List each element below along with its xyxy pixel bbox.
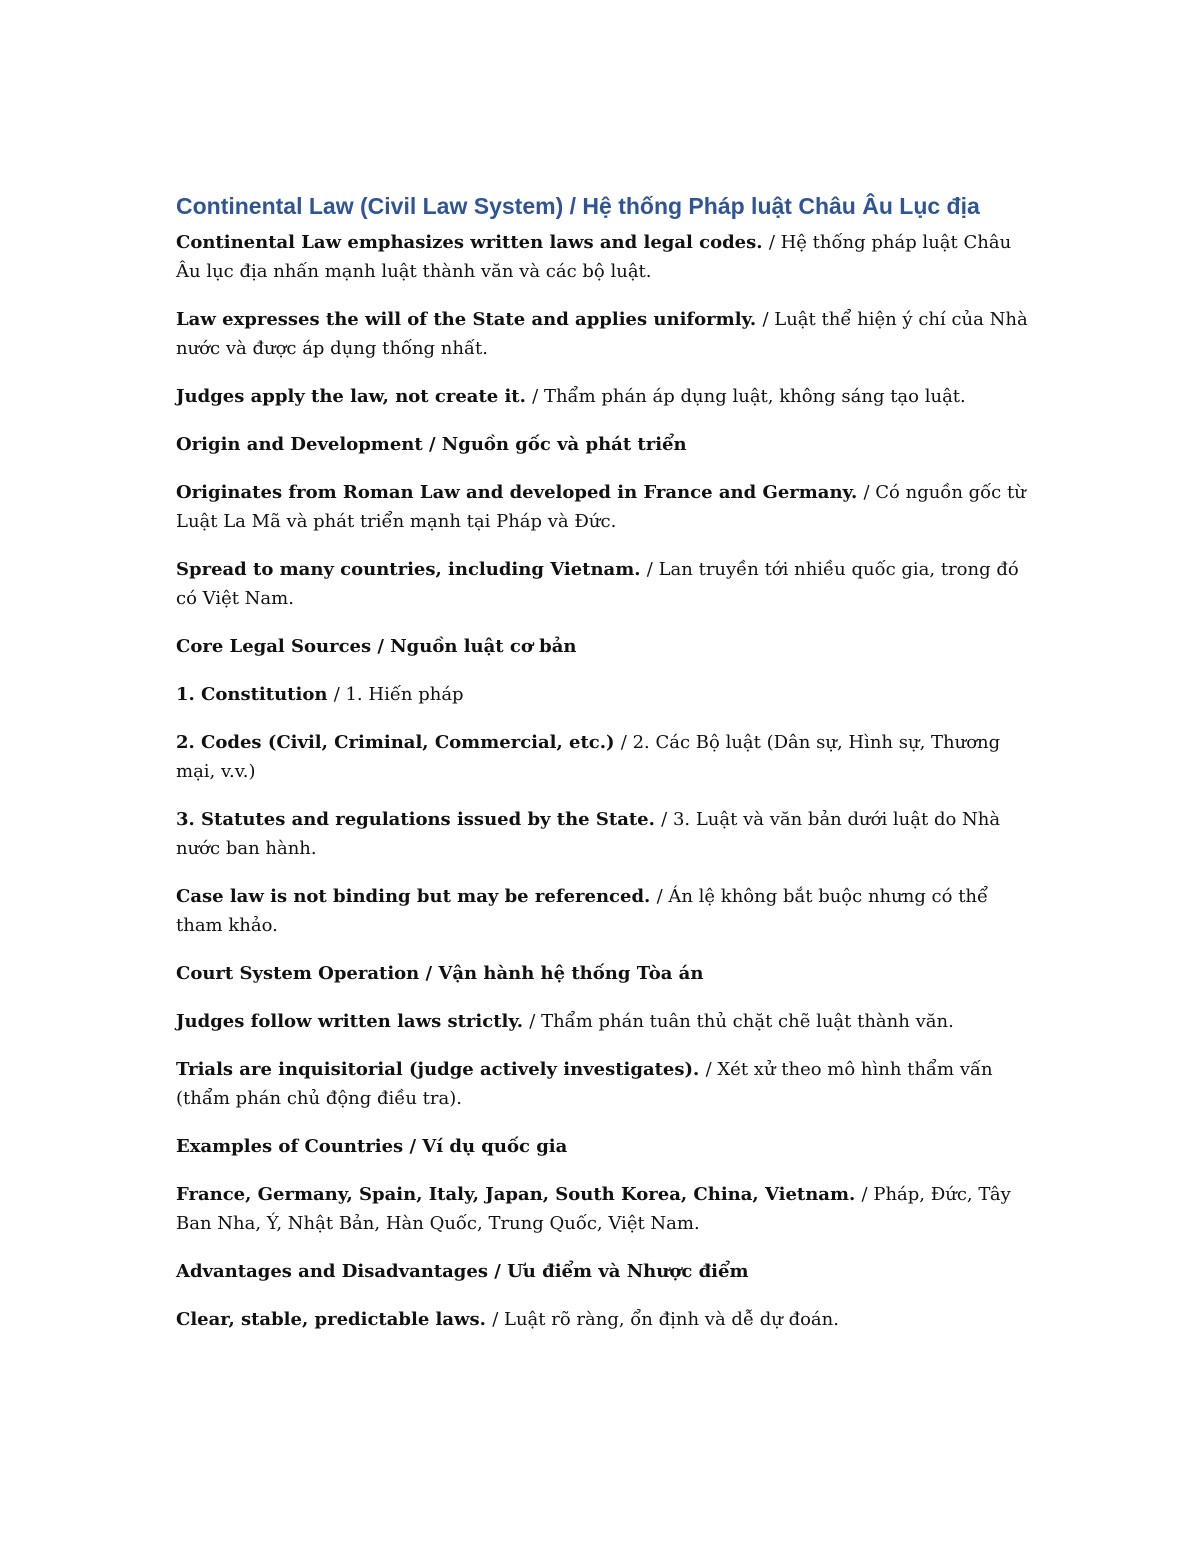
paragraph-vietnamese: / Xét xử theo mô hình thẩm vấn (thẩm phán chủ động điều tra). [176, 1059, 993, 1109]
paragraph [176, 882, 1036, 940]
paragraph [176, 555, 1036, 613]
paragraph-english: Trials are inquisitorial (judge actively investigates). [176, 1059, 706, 1080]
document-page [176, 190, 1036, 1353]
section-heading-text: Examples of Countries / Ví dụ quốc gia [176, 1136, 568, 1157]
paragraph-english: Judges follow written laws strictly. [176, 1011, 530, 1032]
section-heading [176, 632, 1036, 661]
paragraph [176, 1180, 1036, 1238]
paragraph [176, 680, 1036, 709]
paragraph [176, 305, 1036, 363]
section-heading-text: Origin and Development / Nguồn gốc và phát triển [176, 434, 687, 455]
section-heading-text: Core Legal Sources / Nguồn luật cơ bản [176, 636, 577, 657]
paragraph [176, 805, 1036, 863]
paragraph-english: Originates from Roman Law and developed in France and Germany. [176, 482, 864, 503]
document-title: Continental Law (Civil Law System) / Hệ thống Pháp luật Châu Âu Lục địa [176, 193, 980, 219]
paragraph-vietnamese: / Lan truyền tới nhiều quốc gia, trong đó có Việt Nam. [176, 559, 1019, 609]
paragraph-vietnamese: / Luật rõ ràng, ổn định và dễ dự đoán. [492, 1309, 839, 1330]
paragraph [176, 382, 1036, 411]
paragraph [176, 1055, 1036, 1113]
paragraph-vietnamese: / Hệ thống pháp luật Châu Âu lục địa nhấn mạnh luật thành văn và các bộ luật. [176, 232, 1012, 282]
paragraph-english: Case law is not binding but may be referenced. [176, 886, 657, 907]
paragraph-vietnamese: / Thẩm phán tuân thủ chặt chẽ luật thành văn. [529, 1011, 954, 1032]
section-heading-text: Advantages and Disadvantages / Ưu điểm và Nhược điểm [176, 1261, 749, 1282]
paragraph [176, 478, 1036, 536]
paragraph [176, 228, 1036, 286]
paragraph-vietnamese: / Luật thể hiện ý chí của Nhà nước và được áp dụng thống nhất. [176, 309, 1028, 359]
paragraph [176, 728, 1036, 786]
paragraph-english: 1. Constitution [176, 684, 334, 705]
paragraph-english: France, Germany, Spain, Italy, Japan, South Korea, China, Vietnam. [176, 1184, 862, 1205]
paragraph-vietnamese: / 3. Luật và văn bản dưới luật do Nhà nước ban hành. [176, 809, 1001, 859]
section-heading [176, 959, 1036, 988]
paragraph-english: Law expresses the will of the State and applies uniformly. [176, 309, 763, 330]
paragraph [176, 1007, 1036, 1036]
paragraph-vietnamese: / Có nguồn gốc từ Luật La Mã và phát triển mạnh tại Pháp và Đức. [176, 482, 1026, 532]
section-heading-text: Court System Operation / Vận hành hệ thống Tòa án [176, 963, 704, 984]
paragraph [176, 1305, 1036, 1334]
section-heading [176, 1257, 1036, 1286]
paragraph-vietnamese: / 2. Các Bộ luật (Dân sự, Hình sự, Thương mại, v.v.) [176, 732, 1001, 782]
paragraph-english: 3. Statutes and regulations issued by the State. [176, 809, 662, 830]
paragraph-vietnamese: / Pháp, Đức, Tây Ban Nha, Ý, Nhật Bản, Hàn Quốc, Trung Quốc, Việt Nam. [176, 1184, 1011, 1234]
paragraph-vietnamese: / Án lệ không bắt buộc nhưng có thể tham khảo. [176, 886, 989, 936]
paragraph-english: Spread to many countries, including Vietnam. [176, 559, 647, 580]
paragraph-english: 2. Codes (Civil, Criminal, Commercial, etc.) [176, 732, 621, 753]
section-heading [176, 430, 1036, 459]
paragraph-english: Continental Law emphasizes written laws and legal codes. [176, 232, 769, 253]
paragraph-vietnamese: / 1. Hiến pháp [333, 684, 464, 705]
paragraph-english: Judges apply the law, not create it. [176, 386, 533, 407]
paragraph-vietnamese: / Thẩm phán áp dụng luật, không sáng tạo luật. [532, 386, 966, 407]
paragraph-english: Clear, stable, predictable laws. [176, 1309, 493, 1330]
section-heading [176, 1132, 1036, 1161]
